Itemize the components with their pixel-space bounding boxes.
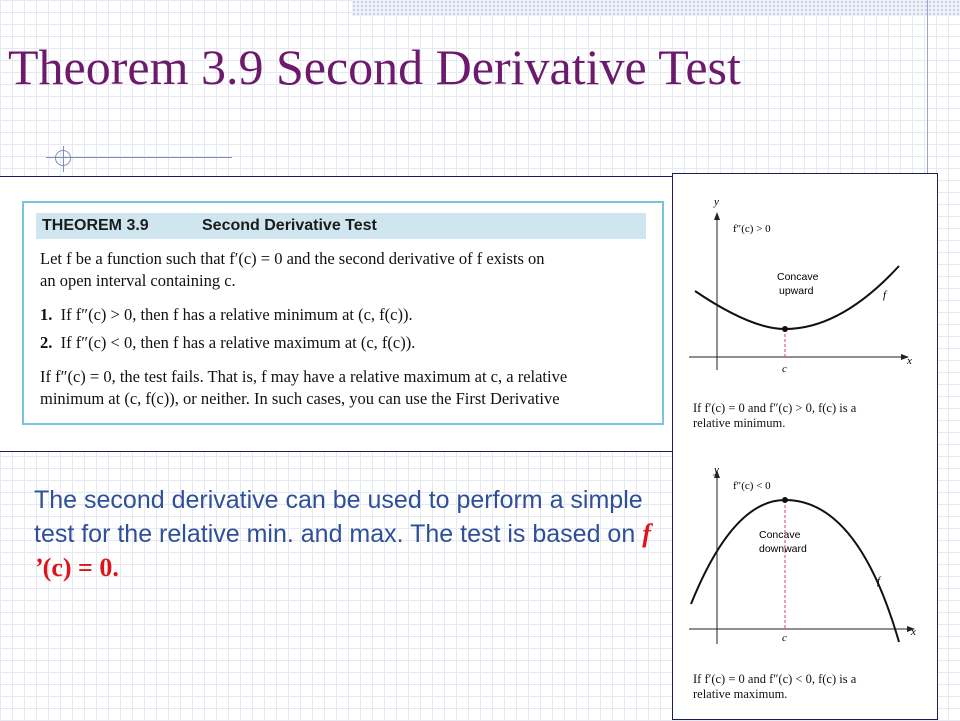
- concavity-figures: [673, 174, 939, 721]
- explanation-paragraph: [34, 484, 654, 585]
- top-caption-line-1: If f′(c) = 0 and f″(c) > 0, f(c) is a: [693, 401, 857, 415]
- bottom-c-label: c: [782, 632, 787, 644]
- bottom-x-label: x: [911, 626, 916, 638]
- bottom-concavity-line-1: Concave: [759, 529, 801, 541]
- theorem-header: [36, 213, 646, 239]
- formula-f-prime: f ’: [34, 519, 651, 582]
- crosshair-decoration-horizontal: [46, 157, 232, 158]
- figure-panel: [672, 173, 938, 720]
- theorem-name: Second Derivative Test: [202, 217, 377, 234]
- bottom-curve: [691, 500, 899, 642]
- top-concavity-line-2: upward: [779, 285, 814, 297]
- theorem-box: [22, 201, 664, 425]
- theorem-item-1: [40, 305, 413, 325]
- top-caption-line-2: relative minimum.: [693, 416, 786, 430]
- top-decorative-bar: [352, 0, 960, 16]
- theorem-panel: [0, 176, 672, 452]
- theorem-item-2: [40, 333, 415, 353]
- top-c-label: c: [782, 363, 787, 375]
- top-y-label: y: [714, 196, 719, 208]
- theorem-intro-line-2: an open interval containing c.: [40, 271, 236, 290]
- theorem-fail-line-1: If f″(c) = 0, the test fails. That is, f may have a relative maximum at c, a relative: [40, 367, 568, 386]
- theorem-item-2-text: If f″(c) < 0, then f has a relative maximum at (c, f(c)).: [60, 333, 416, 352]
- top-curve-label: f: [883, 289, 887, 301]
- theorem-number: THEOREM 3.9: [42, 217, 149, 234]
- top-y-axis-arrow: [714, 212, 720, 220]
- bottom-condition: f″(c) < 0: [733, 480, 771, 492]
- bottom-caption: [693, 672, 933, 702]
- theorem-intro-line-1: Let f be a function such that f′(c) = 0 and the second derivative of f exists on: [40, 249, 545, 268]
- explanation-text: The second derivative can be used to perform a simple test for the relative min. and max. The test is based on: [34, 486, 643, 548]
- top-caption: [693, 401, 933, 431]
- bottom-caption-line-1: If f′(c) = 0 and f″(c) < 0, f(c) is a: [693, 672, 857, 686]
- theorem-item-1-number: 1.: [40, 305, 53, 324]
- top-extremum-point: [782, 326, 788, 332]
- formula-condition: (c) = 0.: [42, 553, 119, 582]
- bottom-curve-label: f: [877, 575, 881, 587]
- top-concavity-line-1: Concave: [777, 271, 819, 283]
- bottom-concavity-line-2: downward: [759, 543, 807, 555]
- bottom-y-label: y: [714, 464, 719, 476]
- figure-concave-downward: [689, 464, 916, 644]
- theorem-fail-line-2: minimum at (c, f(c)), or neither. In such cases, you can use the First Derivative: [40, 389, 560, 408]
- top-x-label: x: [907, 355, 912, 367]
- theorem-item-1-text: If f″(c) > 0, then f has a relative minimum at (c, f(c)).: [60, 305, 413, 324]
- bottom-extremum-point: [782, 497, 788, 503]
- crosshair-decoration-circle: [55, 150, 71, 166]
- theorem-item-2-number: 2.: [40, 333, 53, 352]
- bottom-caption-line-2: relative maximum.: [693, 687, 788, 701]
- top-condition: f″(c) > 0: [733, 223, 771, 235]
- slide-title: Theorem 3.9 Second Derivative Test: [8, 39, 741, 95]
- figure-concave-upward: [689, 196, 912, 375]
